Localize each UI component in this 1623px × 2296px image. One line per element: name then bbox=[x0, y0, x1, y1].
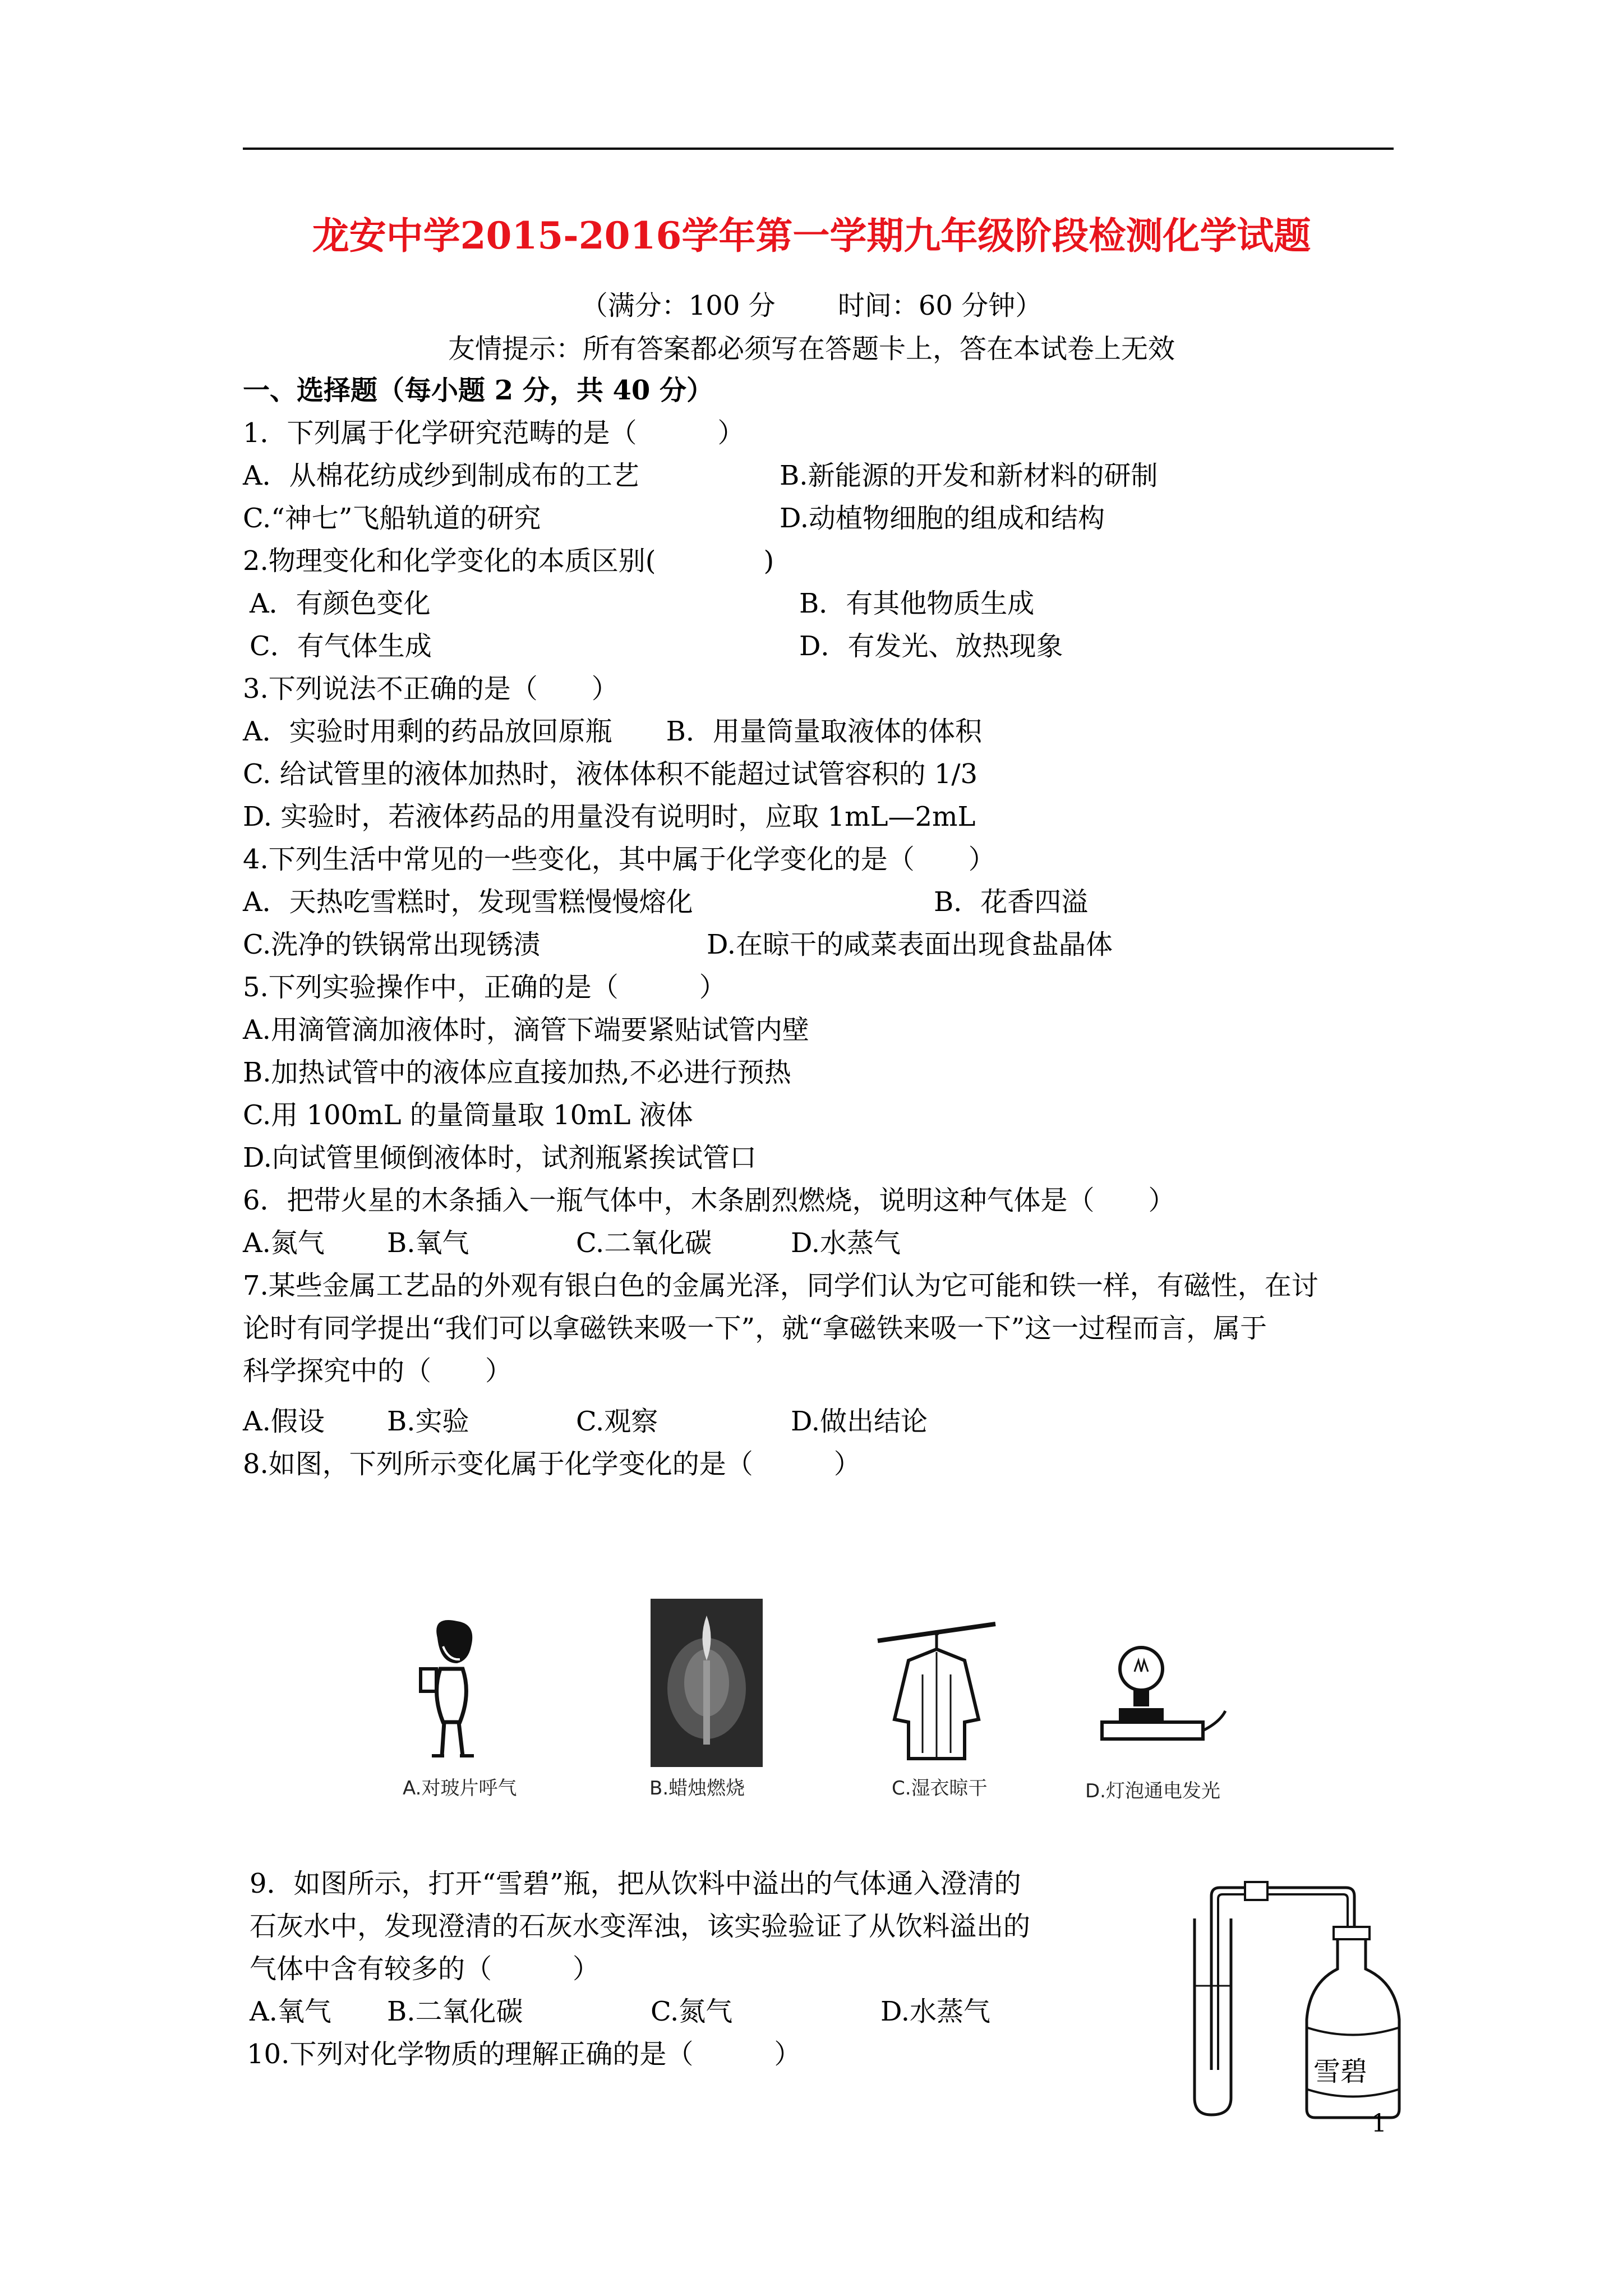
q2-option-d: D．有发光、放热现象 bbox=[799, 631, 1063, 662]
q1-option-a: A．从棉花纺成纱到制成布的工艺 bbox=[243, 460, 639, 491]
exam-info: （满分：100 分 时间：60 分钟） bbox=[580, 290, 1043, 321]
q1-option-d: D.动植物细胞的组成和结构 bbox=[780, 503, 1105, 534]
q4-option-b: B．花香四溢 bbox=[934, 886, 1089, 918]
q5-option-d: D.向试管里倾倒液体时，试剂瓶紧挨试管口 bbox=[243, 1142, 757, 1174]
q2-option-a: A．有颜色变化 bbox=[250, 588, 431, 619]
q1-stem: 1．下列属于化学研究范畴的是（ ） bbox=[243, 417, 745, 449]
q2-option-b: B．有其他物质生成 bbox=[799, 588, 1035, 619]
q10-stem: 10.下列对化学物质的理解正确的是（ ） bbox=[247, 2039, 801, 2070]
q7-line3: 科学探究中的（ ） bbox=[243, 1355, 513, 1387]
section-heading: 一、选择题（每小题 2 分，共 40 分） bbox=[243, 375, 714, 406]
page-title: 龙安中学2015-2016学年第一学期九年级阶段检测化学试题 bbox=[312, 214, 1311, 257]
friendly-tip: 友情提示：所有答案都必须写在答题卡上，答在本试卷上无效 bbox=[448, 333, 1175, 365]
q7-line2: 论时有同学提出“我们可以拿磁铁来吸一下”，就“拿磁铁来吸一下”这一过程而言，属于 bbox=[243, 1313, 1267, 1344]
q7-option-c: C.观察 bbox=[576, 1406, 658, 1437]
q5-stem: 5.下列实验操作中，正确的是（ ） bbox=[243, 972, 726, 1003]
q9-line1: 9．如图所示，打开“雪碧”瓶，把从饮料中溢出的气体通入澄清的 bbox=[250, 1868, 1021, 1899]
q6-option-c: C.二氧化碳 bbox=[576, 1227, 712, 1259]
q7-line1: 7.某些金属工艺品的外观有银白色的金属光泽，同学们认为它可能和铁一样，有磁性，在讨 bbox=[243, 1270, 1318, 1301]
figure-burning-candle bbox=[651, 1599, 763, 1767]
q3-option-c: C. 给试管里的液体加热时，液体体积不能超过试管容积的 1/3 bbox=[243, 758, 978, 790]
q8-caption-b: B.蜡烛燃烧 bbox=[649, 1777, 745, 1800]
q5-option-b: B.加热试管中的液体应直接加热,不必进行预热 bbox=[243, 1057, 791, 1088]
q4-option-a: A．天热吃雪糕时，发现雪糕慢慢熔化 bbox=[243, 886, 693, 918]
bottle-label: 雪碧 bbox=[1313, 2056, 1368, 2087]
page-number: 1 bbox=[1371, 2109, 1387, 2138]
q9-line3: 气体中含有较多的（ ） bbox=[250, 1953, 600, 1985]
q3-option-ab: A．实验时用剩的药品放回原瓶 B．用量筒量取液体的体积 bbox=[243, 716, 982, 747]
q9-line2: 石灰水中，发现澄清的石灰水变浑浊，该实验验证了从饮料溢出的 bbox=[250, 1911, 1031, 1942]
q6-option-a: A.氮气 bbox=[243, 1227, 325, 1259]
q5-option-a: A.用滴管滴加液体时，滴管下端要紧贴试管内壁 bbox=[243, 1014, 809, 1046]
q5-option-c: C.用 100mL 的量筒量取 10mL 液体 bbox=[243, 1099, 693, 1131]
q6-option-b: B.氧气 bbox=[387, 1227, 469, 1259]
header-rule bbox=[243, 148, 1394, 150]
q9-option-a: A.氧气 bbox=[250, 1996, 331, 2027]
q4-option-d: D.在晾干的咸菜表面出现食盐晶体 bbox=[707, 929, 1113, 960]
q6-stem: 6．把带火星的木条插入一瓶气体中，木条剧烈燃烧，说明这种气体是（ ） bbox=[243, 1185, 1175, 1216]
q8-caption-d: D.灯泡通电发光 bbox=[1085, 1780, 1220, 1802]
q7-option-b: B.实验 bbox=[387, 1406, 469, 1437]
figure-light-bulb bbox=[1085, 1638, 1231, 1761]
q9-option-c: C.氮气 bbox=[651, 1996, 733, 2027]
q6-option-d: D.水蒸气 bbox=[791, 1227, 901, 1259]
figure-breathing-on-glass bbox=[409, 1616, 494, 1767]
figure-clothes-drying bbox=[875, 1618, 998, 1770]
q4-option-c: C.洗净的铁锅常出现锈渍 bbox=[243, 929, 541, 960]
q8-stem: 8.如图，下列所示变化属于化学变化的是（ ） bbox=[243, 1448, 861, 1480]
q9-option-d: D.水蒸气 bbox=[880, 1996, 991, 2027]
q3-option-d: D. 实验时，若液体药品的用量没有说明时，应取 1mL—2mL bbox=[243, 801, 976, 832]
q1-option-c: C.“神七”飞船轨道的研究 bbox=[243, 503, 541, 534]
q8-caption-c: C.湿衣晾干 bbox=[892, 1777, 988, 1800]
q3-stem: 3.下列说法不正确的是（ ） bbox=[243, 673, 619, 705]
q8-caption-a: A.对玻片呼气 bbox=[403, 1777, 517, 1800]
q1-option-b: B.新能源的开发和新材料的研制 bbox=[780, 460, 1158, 491]
q7-option-a: A.假设 bbox=[243, 1406, 325, 1437]
q9-option-b: B.二氧化碳 bbox=[387, 1996, 523, 2027]
q4-stem: 4.下列生活中常见的一些变化，其中属于化学变化的是（ ） bbox=[243, 844, 995, 875]
q2-option-c: C．有气体生成 bbox=[250, 631, 432, 662]
q7-option-d: D.做出结论 bbox=[791, 1406, 928, 1437]
figure-sprite-apparatus bbox=[1178, 1874, 1413, 2120]
q2-stem: 2.物理变化和化学变化的本质区别( ) bbox=[243, 545, 774, 577]
